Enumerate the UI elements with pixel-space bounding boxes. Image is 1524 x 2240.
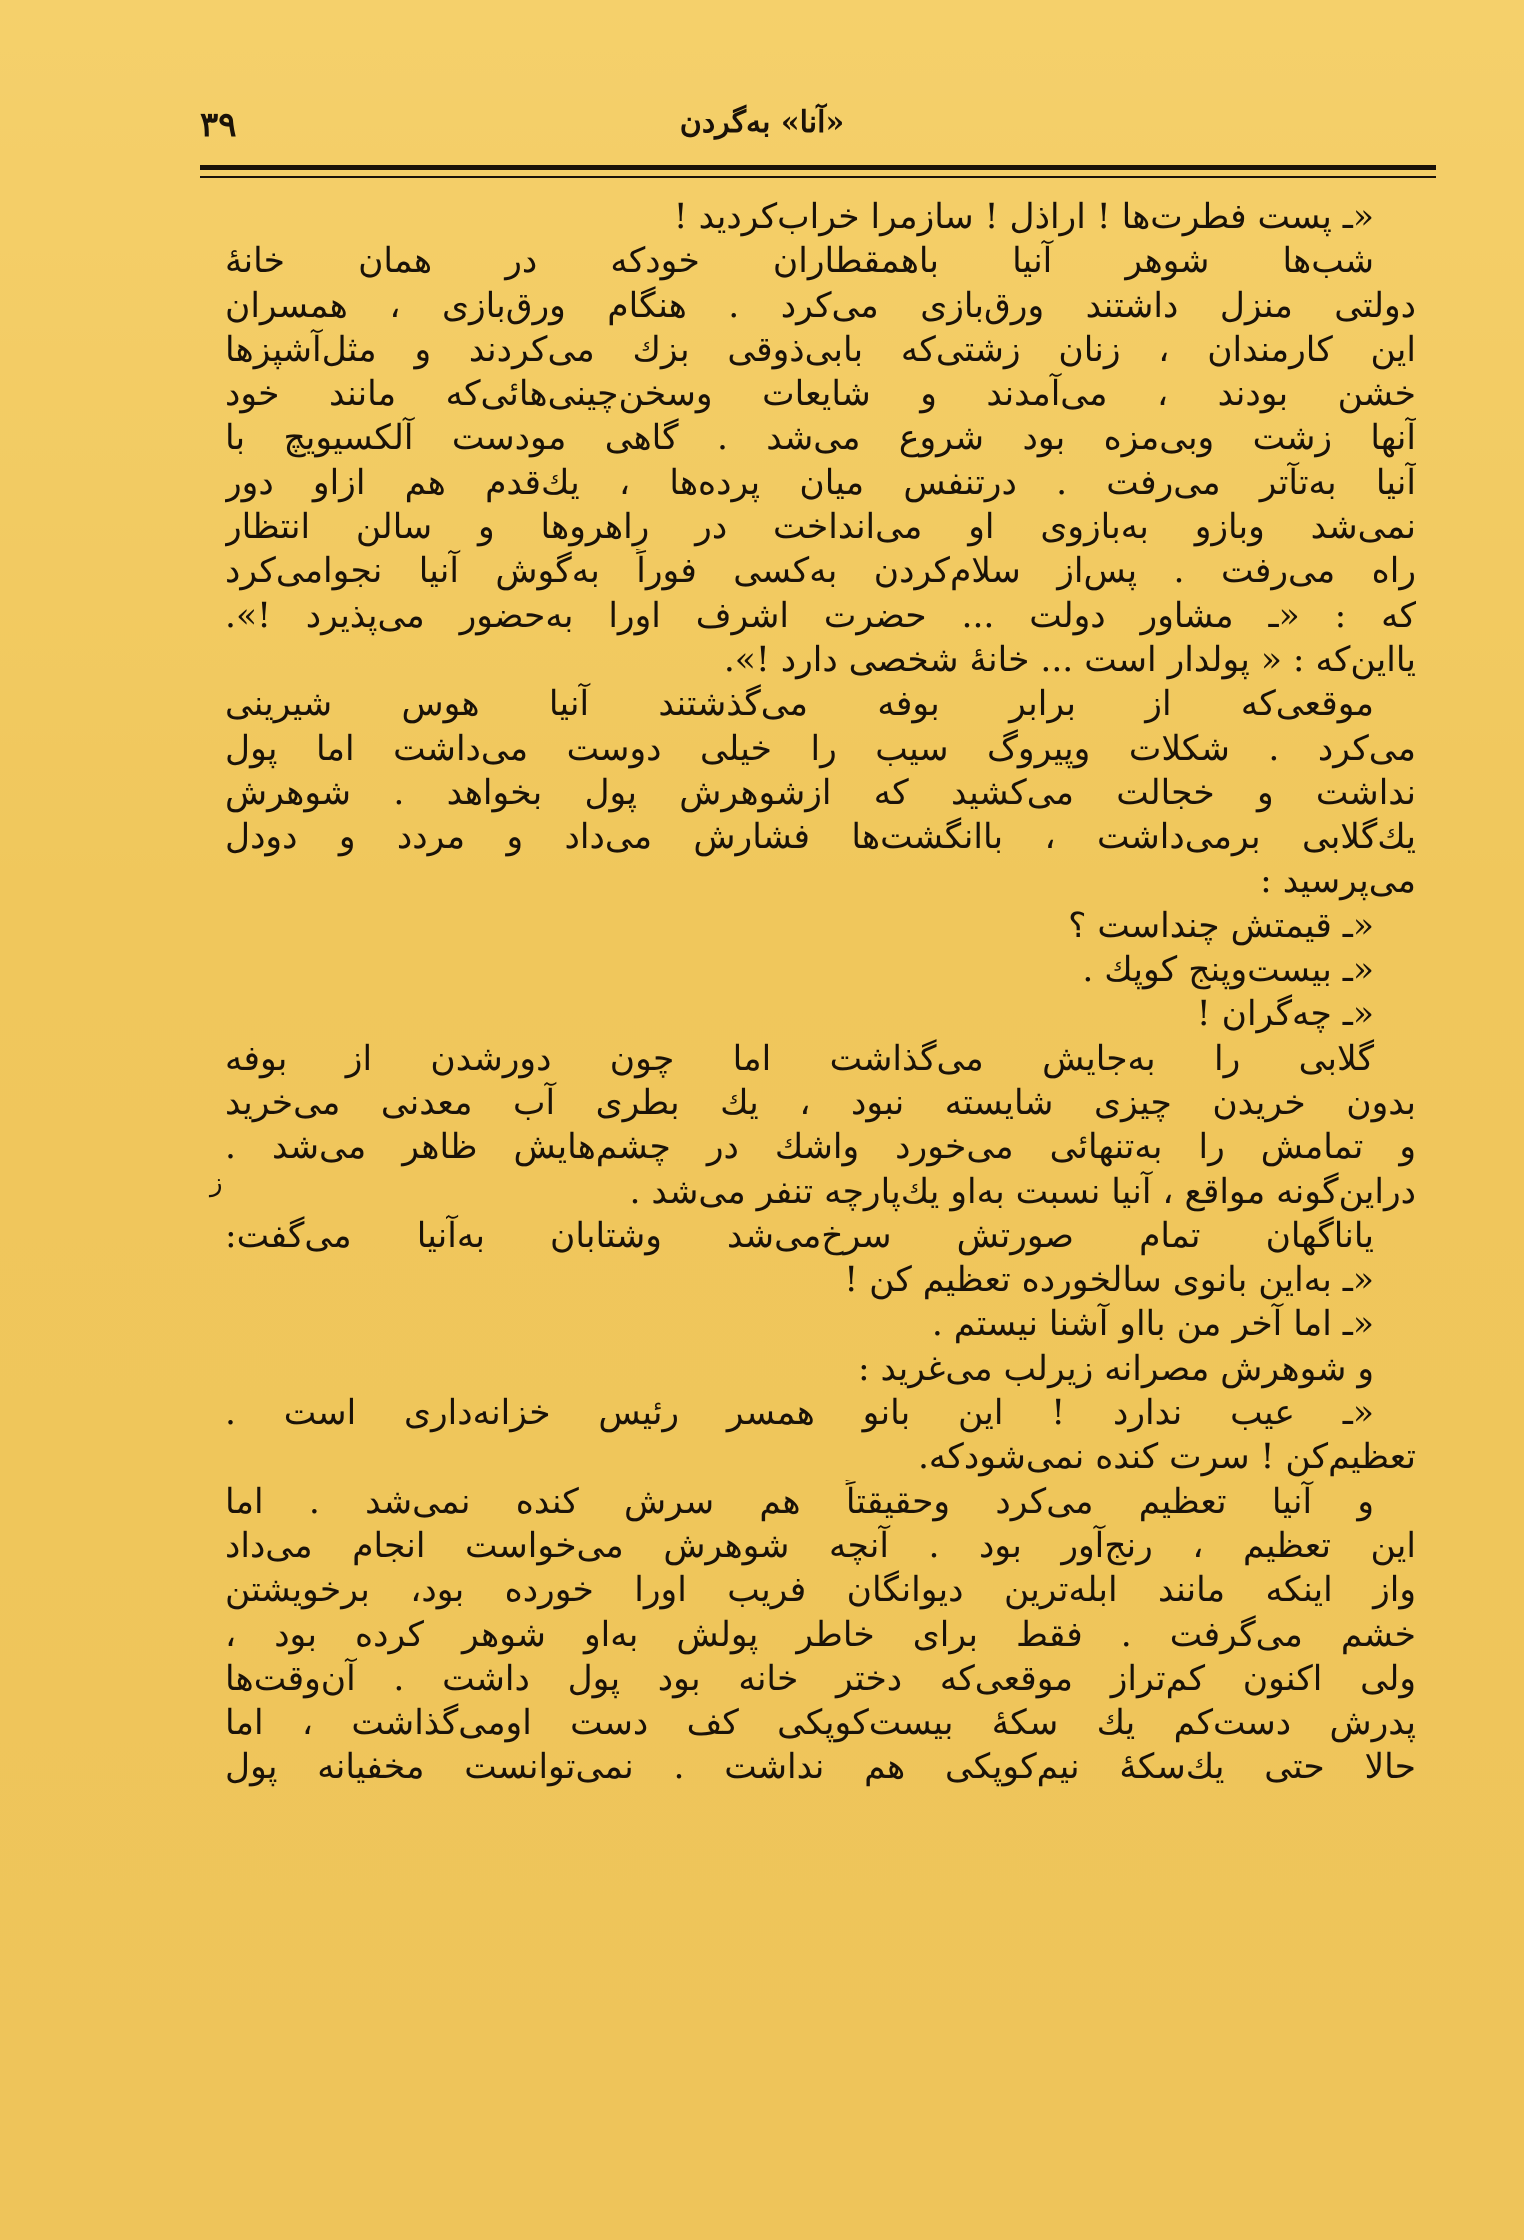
text-line: «ـ اما آخر من بااو آشنا نیستم . bbox=[931, 1304, 1374, 1345]
text-line: «ـ بیست‌وپنج کوپك . bbox=[1082, 950, 1374, 991]
text-line: «ـ قیمتش چنداست ؟ bbox=[1068, 905, 1374, 946]
text-line: نداشت و خجالت می‌کشید که ازشوهرش پول بخواهد . شوهرش bbox=[225, 772, 1416, 813]
text-line: موقعی‌که از برابر بوفه می‌گذشتند آنیا هوس شیرینی bbox=[225, 684, 1374, 725]
text-line: و تمامش را به‌تنهائی می‌خورد واشك در چشم‌هایش ظاهر می‌شد . bbox=[225, 1127, 1416, 1168]
text-line: شب‌ها شوهر آنیا باهمقطاران خودکه در همان خانهٔ bbox=[225, 241, 1374, 282]
running-title: «آنا» به‌گردن bbox=[679, 105, 845, 140]
text-line: آنیا به‌تآتر می‌رفت . درتنفس میان پرده‌ها ، یك‌قدم هم ازاو دور bbox=[225, 462, 1416, 503]
text-line: دراین‌گونه مواقع ، آنیا نسبت به‌او یك‌پارچه تنفر می‌شد . bbox=[629, 1171, 1416, 1212]
text-line: یااین‌که : « پولدار است ... خانهٔ شخصی دارد !». bbox=[723, 639, 1416, 680]
text-line: این کارمندان ، زنان زشتی‌که بابی‌ذوقی بزك می‌کردند و مثل‌آشپزها bbox=[225, 329, 1416, 370]
text-line: واز اینکه مانند ابله‌ترین دیوانگان فریب اورا خورده بود، برخویشتن bbox=[225, 1570, 1416, 1611]
text-line: یاناگهان تمام صورتش سرخ‌می‌شد وشتابان به‌آنیا می‌گفت: bbox=[225, 1215, 1374, 1256]
text-line: «ـ چه‌گران ! bbox=[1196, 994, 1374, 1035]
text-line: خشم می‌گرفت . فقط برای خاطر پولش به‌او شوهر کرده بود ، bbox=[225, 1614, 1416, 1655]
text-line: «ـ پست فطرت‌ها ! اراذل ! سازمرا خراب‌کردید ! bbox=[673, 197, 1374, 237]
header-rule-thick bbox=[200, 165, 1436, 170]
text-line: که : «ـ مشاور دولت ... حضرت اشرف اورا به‌حضور می‌پذیرد !». bbox=[225, 595, 1416, 636]
text-line: «ـ به‌این بانوی سالخورده تعظیم کن ! bbox=[844, 1260, 1374, 1301]
text-line: پدرش دست‌کم یك سکهٔ بیست‌کوپکی کف دست اومی‌گذاشت ، اما bbox=[225, 1703, 1416, 1744]
text-line: و آنیا تعظیم می‌کرد وحقیقتاً هم سرش کنده نمی‌شد . اما bbox=[225, 1481, 1374, 1522]
text-line: نمی‌شد وبازو به‌بازوی او می‌انداخت در راهروها و سالن انتظار bbox=[225, 507, 1416, 548]
margin-mark: ز bbox=[210, 1168, 223, 1198]
page-header bbox=[200, 105, 1324, 155]
text-line: گلابی را به‌جایش می‌گذاشت اما چون دورشدن از بوفه bbox=[225, 1038, 1374, 1079]
header-rule-thin bbox=[200, 176, 1436, 178]
text-line: حالا حتی یك‌سکهٔ نیم‌کوپکی هم نداشت . نمی‌توانست مخفیانه پول bbox=[225, 1747, 1416, 1788]
body-text bbox=[225, 195, 1416, 1790]
text-line: تعظیم‌کن ! سرت کنده نمی‌شودکه. bbox=[917, 1437, 1416, 1478]
text-line: یك‌گلابی برمی‌داشت ، باانگشت‌ها فشارش می‌داد و مردد و دودل bbox=[225, 817, 1416, 858]
text-line: بدون خریدن چیزی شایسته نبود ، یك بطری آب معدنی می‌خرید bbox=[225, 1082, 1416, 1123]
text-line: آنها زشت وبی‌مزه بود شروع می‌شد . گاهی مودست آلکسیویچ با bbox=[225, 418, 1416, 459]
text-line: و شوهرش مصرانه زیرلب می‌غرید : bbox=[857, 1348, 1374, 1389]
page-number: ۳۹ bbox=[200, 105, 237, 145]
text-line: می‌کرد . شکلات وپیروگ سیب را خیلی دوست می‌داشت اما پول bbox=[225, 728, 1416, 769]
text-line: «ـ عیب ندارد ! این بانو همسر رئیس خزانه‌داری است . bbox=[225, 1393, 1374, 1434]
text-line: خشن بودند ، می‌آمدند و شایعات وسخن‌چینی‌هائی‌که مانند خود bbox=[225, 374, 1416, 415]
text-line: راه می‌رفت . پس‌از سلام‌کردن به‌کسی فوراً به‌گوش آنیا نجوامی‌کرد bbox=[225, 551, 1416, 592]
text-line: ولی اکنون کم‌تراز موقعی‌که دختر خانه بود پول داشت . آن‌وقت‌ها bbox=[225, 1658, 1416, 1699]
text-line: دولتی منزل داشتند ورق‌بازی می‌کرد . هنگام ورق‌بازی ، همسران bbox=[225, 285, 1416, 326]
text-line: این تعظیم ، رنج‌آور بود . آنچه شوهرش می‌خواست انجام می‌داد bbox=[225, 1525, 1416, 1566]
text-line: می‌پرسید : bbox=[1260, 861, 1416, 902]
